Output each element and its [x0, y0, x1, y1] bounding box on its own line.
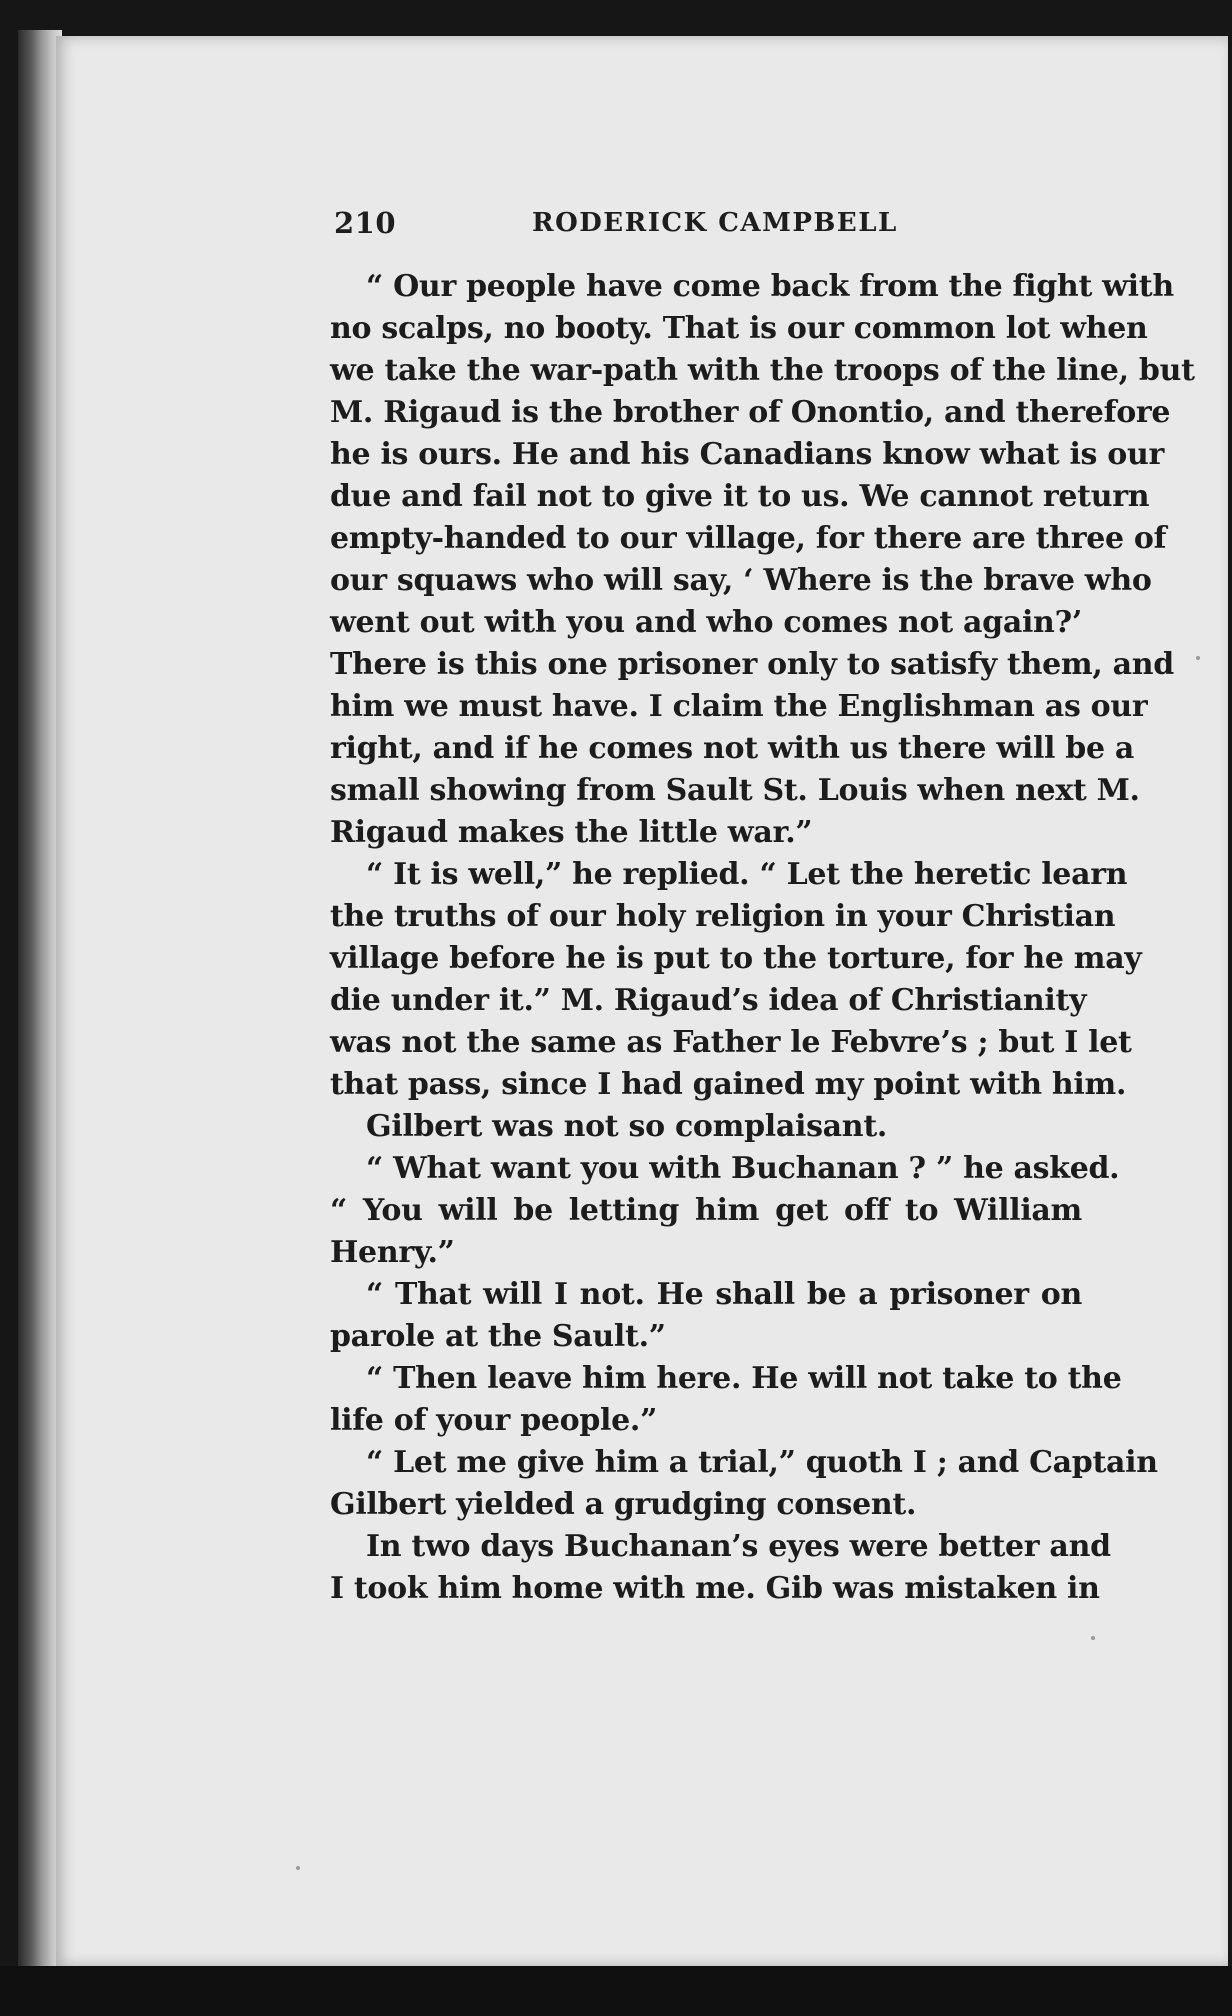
text-line: “ You will be letting him get off to William: [330, 1193, 1082, 1228]
text-line: There is this one prisoner only to satisfy them, and: [330, 647, 1174, 682]
text-line: right, and if he comes not with us there will be a: [330, 731, 1135, 766]
text-line: “ What want you with Buchanan ? ” he asked.: [366, 1151, 1120, 1186]
text-line: small showing from Sault St. Louis when next M.: [330, 773, 1140, 808]
page-number: 210: [334, 206, 397, 240]
text-line: “ It is well,” he replied. “ Let the heretic learn: [366, 857, 1128, 892]
running-title: RODERICK CAMPBELL: [532, 208, 898, 238]
text-line: we take the war-path with the troops of the line, but: [330, 353, 1195, 388]
text-line: Gilbert was not so complaisant.: [366, 1109, 888, 1144]
paper-speck: [296, 1866, 300, 1870]
text-line: Gilbert yielded a grudging consent.: [330, 1487, 917, 1522]
text-line: Henry.”: [330, 1235, 455, 1270]
text-line: Rigaud makes the little war.”: [330, 815, 813, 850]
text-line: “ That will I not. He shall be a prisoner on: [366, 1277, 1082, 1312]
paper-speck: [1196, 656, 1200, 660]
text-line: village before he is put to the torture, for he may: [330, 941, 1142, 976]
text-line: die under it.” M. Rigaud’s idea of Christianity: [330, 983, 1087, 1018]
scan-bottom-border: [0, 1966, 1232, 2016]
text-line: due and fail not to give it to us. We cannot return: [330, 479, 1150, 514]
text-line: I took him home with me. Gib was mistaken in: [330, 1571, 1100, 1606]
text-line: In two days Buchanan’s eyes were better and: [366, 1529, 1111, 1564]
text-line: went out with you and who comes not again?’: [330, 605, 1082, 640]
text-line: he is ours. He and his Canadians know what is our: [330, 437, 1165, 472]
text-line: life of your people.”: [330, 1403, 658, 1438]
running-head: [334, 206, 1086, 246]
text-line: was not the same as Father le Febvre’s ; but I let: [330, 1025, 1132, 1060]
text-line: M. Rigaud is the brother of Onontio, and therefore: [330, 395, 1171, 430]
text-line: that pass, since I had gained my point with him.: [330, 1067, 1127, 1102]
body-text: [330, 266, 1195, 1610]
text-line: parole at the Sault.”: [330, 1319, 666, 1354]
text-line: our squaws who will say, ‘ Where is the brave who: [330, 563, 1152, 598]
text-line: “ Then leave him here. He will not take to the: [366, 1361, 1122, 1396]
text-line: empty-handed to our village, for there are three of: [330, 521, 1167, 556]
text-line: the truths of our holy religion in your Christian: [330, 899, 1116, 934]
text-line: “ Let me give him a trial,” quoth I ; and Captain: [366, 1445, 1158, 1480]
text-line: “ Our people have come back from the fight with: [366, 269, 1174, 304]
text-line: him we must have. I claim the Englishman as our: [330, 689, 1148, 724]
paper-speck: [1091, 1636, 1095, 1640]
text-line: no scalps, no booty. That is our common lot when: [330, 311, 1148, 346]
